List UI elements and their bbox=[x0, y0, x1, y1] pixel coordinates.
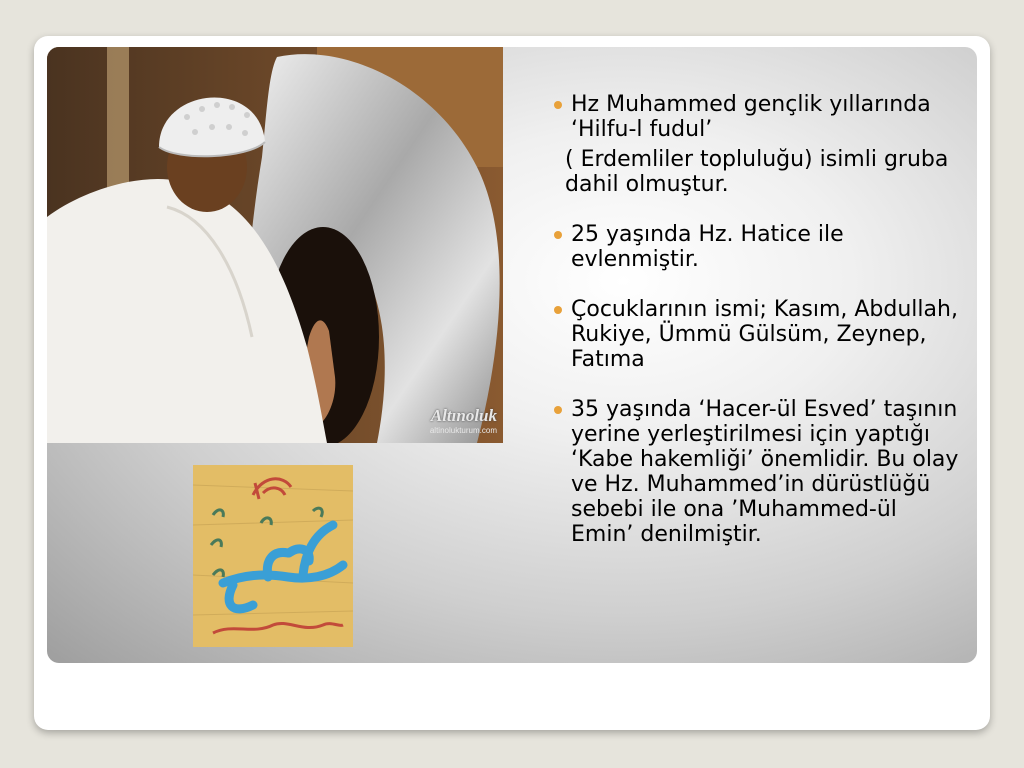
bullet-list bbox=[553, 92, 963, 572]
watermark-url: altinolukturum.com bbox=[429, 426, 497, 435]
bullet-text: 35 yaşında ‘Hacer-ül Esved’ taşının yerine yerleştirilmesi için yaptığı ‘Kabe hakemliği’ önemlidir. Bu olay ve Hz. Muhammed’in dürüstlüğü sebebi ile ona ’Muhammed-ül Emin’ denilmiştir. bbox=[571, 397, 959, 547]
bullet-item-marriage bbox=[553, 222, 963, 272]
bullet-text-line1: Hz Muhammed gençlik yıllarında ‘Hilfu-l fudul’ bbox=[571, 92, 931, 142]
black-stone-photo bbox=[47, 47, 503, 443]
bullet-item-hilful-fudul bbox=[553, 92, 963, 197]
watermark-brand: Altınoluk bbox=[430, 406, 497, 425]
muhammad-calligraphy-image bbox=[193, 465, 353, 647]
bullet-text-line2: ( Erdemliler topluluğu) isimli gruba dahil olmuştur. bbox=[565, 147, 949, 197]
photo-watermark bbox=[430, 406, 497, 435]
bullet-item-children bbox=[553, 297, 963, 372]
bullet-text: Çocuklarının ismi; Kasım, Abdullah, Rukiye, Ümmü Gülsüm, Zeynep, Fatıma bbox=[571, 297, 958, 372]
slide-panel bbox=[47, 47, 977, 663]
bullet-item-black-stone bbox=[553, 397, 963, 547]
bullet-text: 25 yaşında Hz. Hatice ile evlenmiştir. bbox=[571, 222, 844, 272]
